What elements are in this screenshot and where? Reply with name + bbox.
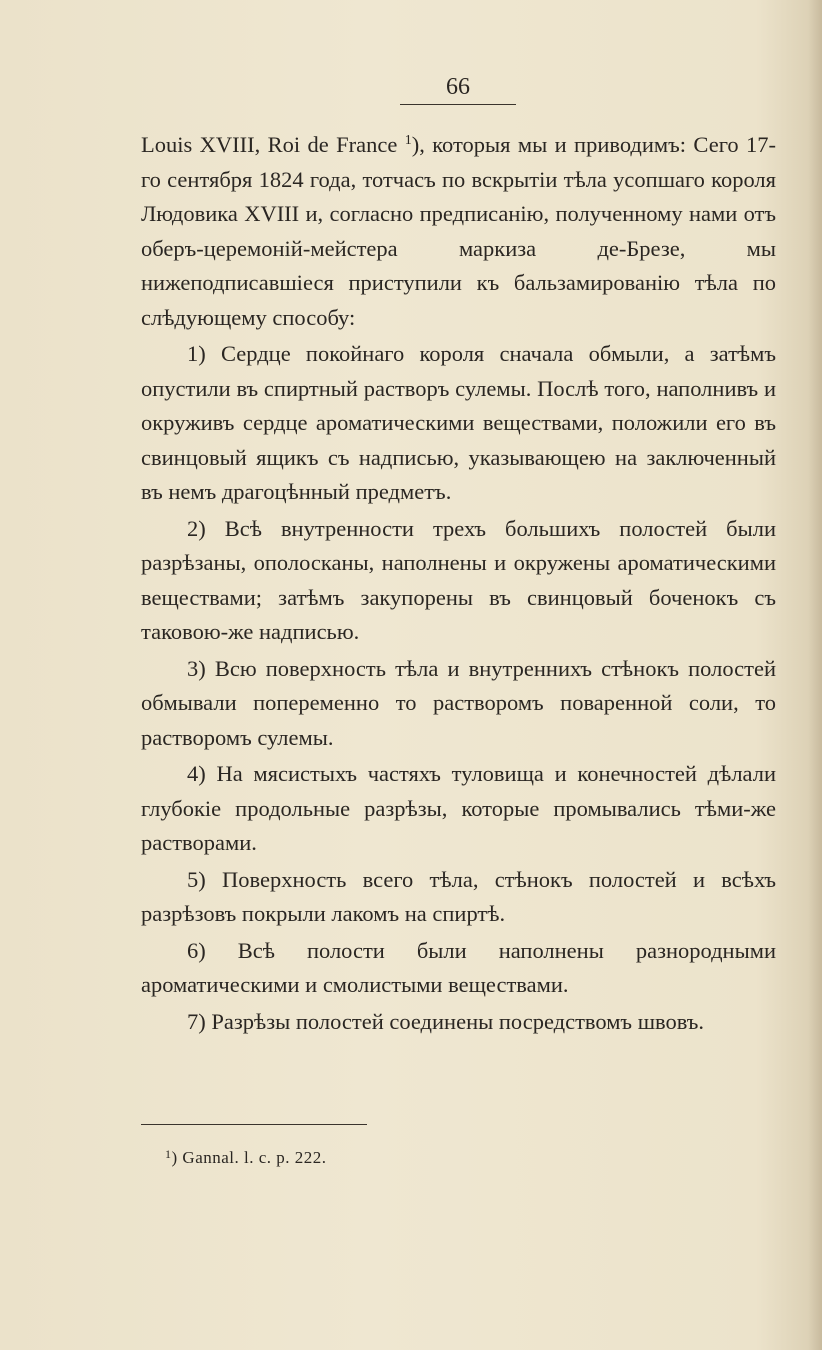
page-number: 66 — [446, 74, 470, 100]
paragraph-intro-lead: Louis XVIII, Roi de France — [141, 132, 405, 157]
list-item: 1) Сердце покойнаго короля сначала обмыли, а затѣмъ опустили въ спиртный растворъ сулемы. Послѣ того, наполнивъ и окруживъ сердце ароматическими веществами, положили его въ свинцовый ящикъ съ надписью, указывающею на заключенный въ немъ драгоцѣнный предметъ. — [141, 341, 776, 504]
footnote-rule — [141, 1124, 367, 1125]
list-item: 3) Всю поверхность тѣла и внутреннихъ стѣнокъ полостей обмывали попеременно то растворомъ поваренной соли, то растворомъ сулемы. — [141, 655, 776, 750]
header-rule — [400, 104, 516, 105]
list-item: 7) Разрѣзы полостей соединены посредствомъ швовъ. — [187, 1008, 705, 1034]
list-item: 6) Всѣ полости были наполнены разнородными ароматическими и смолистыми веществами. — [141, 937, 776, 997]
body-text — [141, 128, 776, 1039]
footnote-marker: 1 — [165, 1147, 172, 1161]
footnote-reference[interactable]: 1 — [404, 133, 412, 148]
page-edge-shadow — [808, 0, 822, 1350]
footnote — [165, 1146, 327, 1170]
list-item: 5) Поверхность всего тѣла, стѣнокъ полостей и всѣхъ разрѣзовъ покрыли лакомъ на спиртѣ. — [141, 866, 776, 926]
paragraph-intro-rest: ), которыя мы и приводимъ: Сего 17-го сентября 1824 года, тотчасъ по вскрытіи тѣла усопшаго короля Людовика XVIII и, согласно предписанію, полученному нами отъ оберъ-церемоній-мейстера маркиза де-Брезе, мы нижеподписавшіеся приступили къ бальзамированію тѣла по слѣдующему способу: — [141, 132, 776, 330]
list-item: 4) На мясистыхъ частяхъ туловища и конечностей дѣлали глубокіе продольные разрѣзы, которые промывались тѣми-же растворами. — [141, 761, 776, 855]
list-item: 2) Всѣ внутренности трехъ большихъ полостей были разрѣзаны, ополосканы, наполнены и окружены ароматическими веществами; затѣмъ закупорены въ свинцовый боченокъ съ таковою-же надписью. — [141, 515, 776, 644]
footnote-text: ) Gannal. l. c. p. 222. — [171, 1148, 327, 1167]
paragraph-intro — [141, 128, 776, 335]
